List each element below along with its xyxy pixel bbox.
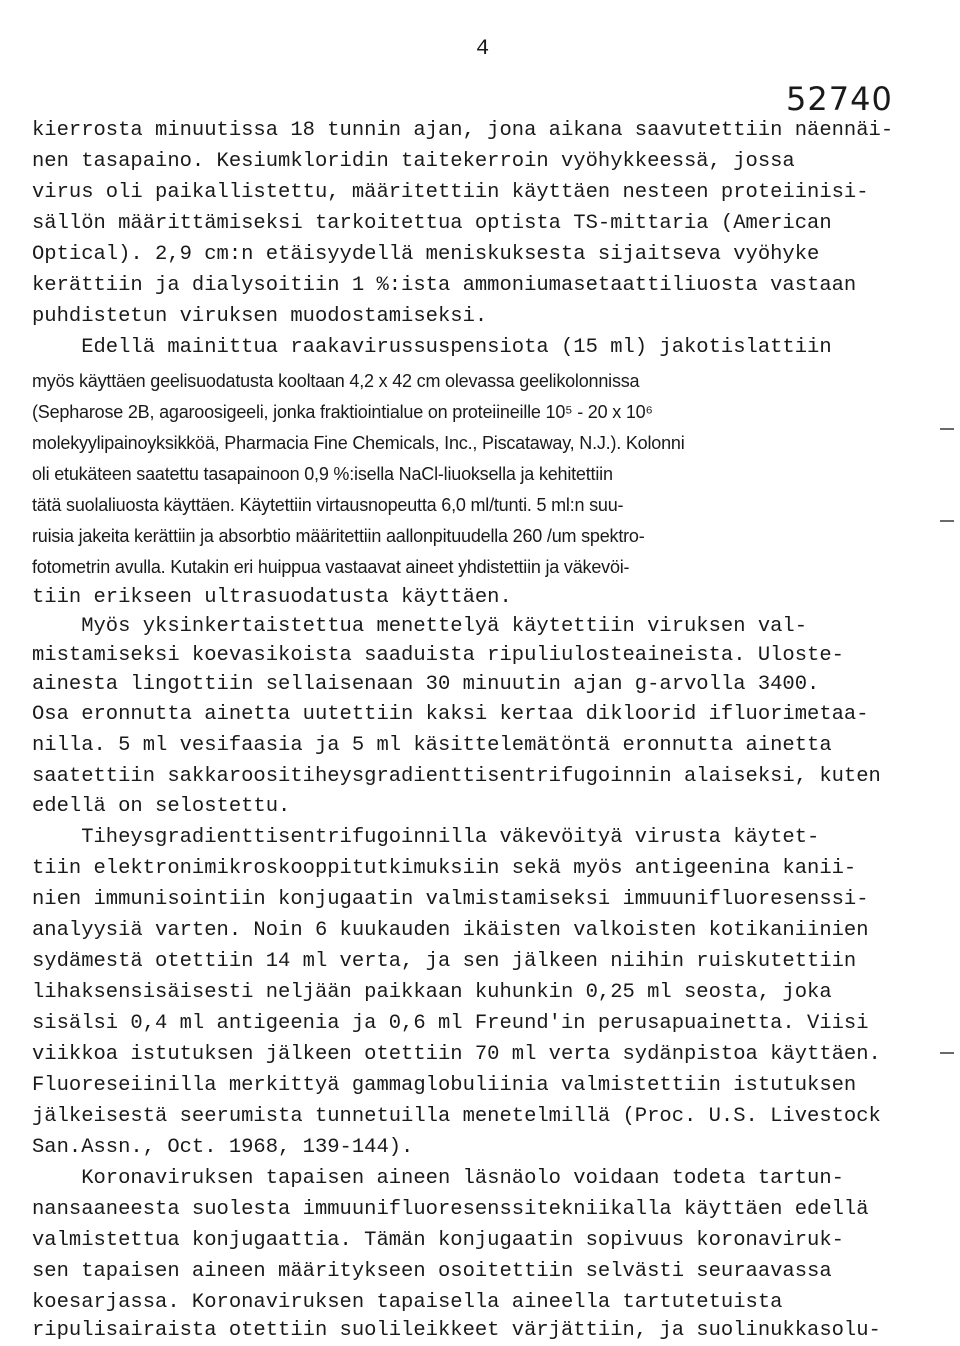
text-line: ainesta lingottiin sellaisenaan 30 minuutin ajan g-arvolla 3400.: [32, 673, 820, 696]
text-line: kierrosta minuutissa 18 tunnin ajan, jona aikana saavutettiin näennäi-: [32, 119, 894, 142]
page-number: 4: [476, 36, 490, 61]
text-line: tätä suolaliuosta käyttäen. Käytettiin virtausnopeutta 6,0 ml/tunti. 5 ml:n suu-: [32, 495, 624, 515]
text-line: sällön määrittämiseksi tarkoitettua optista TS-mittaria (American: [32, 212, 832, 235]
text-line: fotometrin avulla. Kutakin eri huippua vastaavat aineet yhdistettiin ja väkevöi-: [32, 557, 630, 577]
margin-mark: [940, 1052, 954, 1054]
text-line: puhdistetun viruksen muodostamiseksi.: [32, 305, 488, 328]
text-line: viikkoa istutuksen jälkeen otettiin 70 ml verta sydänpistoa käyttäen.: [32, 1043, 881, 1066]
text-line: lihaksensisäisesti neljään paikkaan kuhunkin 0,25 ml seosta, joka: [32, 981, 832, 1004]
margin-mark: [940, 520, 954, 522]
text-line: sen tapaisen aineen määritykseen osoitettiin selvästi seuraavassa: [32, 1260, 832, 1283]
text-line: kerättiin ja dialysoitiin 1 %:ista ammoniumasetaattiliuosta vastaan: [32, 274, 857, 297]
text-line: virus oli paikallistettu, määritettiin käyttäen nesteen proteiinisi-: [32, 181, 869, 204]
text-line: Osa eronnutta ainetta uutettiin kaksi kertaa dikloorid ifluorimetaa-: [32, 703, 869, 726]
text-line: myös käyttäen geelisuodatusta kooltaan 4,2 x 42 cm olevassa geelikolonnissa: [32, 371, 640, 391]
text-line: ripulisairaista otettiin suolileikkeet värjättiin, ja suolinukkasolu-: [32, 1319, 881, 1342]
text-line: valmistettua konjugaattia. Tämän konjugaatin sopivuus koronaviruk-: [32, 1229, 844, 1252]
text-line: nien immunisointiin konjugaatin valmistamiseksi immuunifluoresenssi-: [32, 888, 869, 911]
text-line: edellä on selostettu.: [32, 795, 291, 818]
text-line: tiin elektronimikroskooppitutkimuksiin sekä myös antigeenina kanii-: [32, 857, 857, 880]
text-line: nen tasapaino. Kesiumkloridin taitekerroin vyöhykkeessä, jossa: [32, 150, 795, 173]
text-line: Optical). 2,9 cm:n etäisyydellä meniskuksesta sijaitseva vyöhyke: [32, 243, 820, 266]
text-line: Tiheysgradienttisentrifugoinnilla väkevöityä virusta käytet-: [32, 826, 820, 849]
text-line: Koronaviruksen tapaisen aineen läsnäolo voidaan todeta tartun-: [32, 1167, 844, 1190]
margin-mark: [940, 428, 954, 430]
text-line: molekyylipainoyksikköä, Pharmacia Fine Chemicals, Inc., Piscataway, N.J.). Kolonni: [32, 433, 685, 453]
text-line: jälkeisestä seerumista tunnetuilla menetelmillä (Proc. U.S. Livestock: [32, 1105, 881, 1128]
text-line: sydämestä otettiin 14 ml verta, ja sen jälkeen niihin ruiskutettiin: [32, 950, 857, 973]
text-line: nilla. 5 ml vesifaasia ja 5 ml käsittelemätöntä eronnutta ainetta: [32, 734, 832, 757]
text-line: mistamiseksi koevasikoista saaduista ripuliulosteaineista. Uloste-: [32, 644, 844, 667]
text-line: sisälsi 0,4 ml antigeenia ja 0,6 ml Freund'in perusapuainetta. Viisi: [32, 1012, 869, 1035]
text-line: San.Assn., Oct. 1968, 139-144).: [32, 1136, 414, 1159]
text-line: Edellä mainittua raakavirussuspensiota (15 ml) jakotislattiin: [32, 336, 832, 359]
text-line: ruisia jakeita kerättiin ja absorbtio määritettiin aallonpituudella 260 /um spektro-: [32, 526, 645, 546]
text-line: analyysiä varten. Noin 6 kuukauden ikäisten valkoisten kotikaniinien: [32, 919, 869, 942]
text-line: koesarjassa. Koronaviruksen tapaisella aineella tartutetuista: [32, 1291, 783, 1314]
text-line: nansaaneesta suolesta immuunifluoresenssitekniikalla käyttäen edellä: [32, 1198, 869, 1221]
text-line: oli etukäteen saatettu tasapainoon 0,9 %:isella NaCl-liuoksella ja kehitettiin: [32, 464, 613, 484]
text-line: tiin erikseen ultrasuodatusta käyttäen.: [32, 586, 512, 609]
text-line: saatettiin sakkaroositiheysgradienttisentrifugoinnin alaiseksi, kuten: [32, 765, 881, 788]
patent-number: 52740: [786, 80, 893, 118]
text-line: (Sepharose 2B, agaroosigeeli, jonka fraktiointialue on proteiineille 10⁵ - 20 x 10⁶: [32, 402, 653, 422]
text-line: Fluoreseiinilla merkittyä gammaglobuliinia valmistettiin istutuksen: [32, 1074, 857, 1097]
text-line: Myös yksinkertaistettua menettelyä käytettiin viruksen val-: [32, 615, 808, 638]
